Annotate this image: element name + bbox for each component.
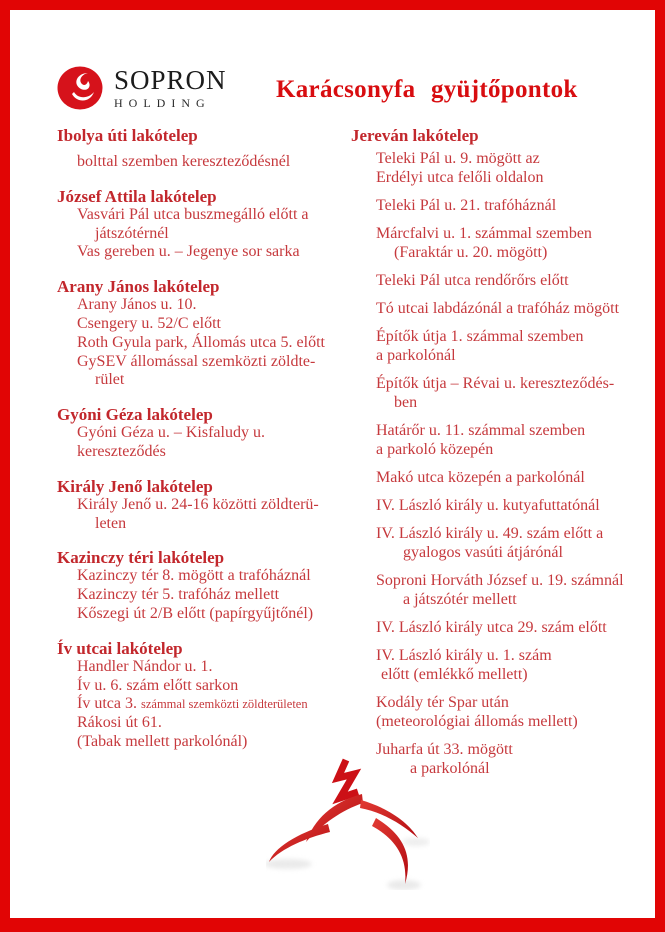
section-heading: Király Jenő lakótelep [57, 476, 213, 496]
entry-line: ben [394, 394, 418, 411]
section-arany-janos [57, 277, 351, 390]
section-heading: Gyóni Géza lakótelep [57, 405, 213, 425]
section-heading: Arany János lakótelep [57, 277, 220, 297]
entry-line: a parkolónál [410, 760, 490, 777]
ribbon-christmas-tree-icon [266, 758, 430, 890]
collection-point-entry [376, 374, 647, 412]
section-line: (Tabak mellett parkolónál) [77, 732, 248, 750]
section-line: Vas gereben u. – Jegenye sor sarka [77, 243, 300, 261]
line-text: Ív utca 3. [77, 695, 137, 713]
section-heading: Kazinczy téri lakótelep [57, 548, 225, 568]
collection-point-entry [376, 468, 647, 487]
section-line: Gyóni Géza u. – Kisfaludy u. [77, 424, 265, 442]
entry-line: (meteorológiai állomás mellett) [376, 713, 578, 730]
entry-line: IV. László király utca 29. szám előtt [376, 619, 607, 636]
entry-line: gyalogos vasúti átjárónál [403, 544, 563, 561]
logo-text [114, 67, 227, 109]
sopron-logo-icon [57, 65, 105, 111]
entry-line: (Faraktár u. 20. mögött) [394, 244, 548, 261]
section-line: bolttal szemben kereszteződésnél [77, 153, 291, 170]
section-line: Ív u. 6. szám előtt sarkon [77, 676, 239, 694]
logo-name: SOPRON [114, 65, 227, 95]
entry-line: IV. László király u. kutyafuttatónál [376, 497, 600, 514]
section-line: GySEV állomással szemközti zöldte- [77, 352, 316, 370]
section-line: kereszteződés [77, 442, 166, 460]
section-line: Handler Nándor u. 1. [77, 657, 213, 675]
entry-line: Tó utcai labdázónál a trafóház mögött [376, 300, 620, 317]
section-heading: Ibolya úti lakótelep [57, 126, 198, 145]
collection-point-entry [376, 224, 647, 262]
entry-line: Márcfalvi u. 1. számmal szemben [376, 225, 592, 242]
collection-point-entry [376, 271, 647, 290]
section-line: Kazinczy tér 5. trafóház mellett [77, 586, 280, 604]
entry-line: IV. László király u. 1. szám [376, 647, 552, 664]
collection-point-entry [376, 571, 647, 609]
collection-point-entry [376, 196, 647, 215]
section-kazinczy [57, 548, 351, 623]
sopron-holding-logo [57, 65, 227, 111]
entry-line: a parkolónál [376, 347, 456, 364]
collection-point-entry [376, 496, 647, 515]
section-line: Roth Gyula park, Állomás utca 5. előtt [77, 333, 325, 351]
section-heading: Jereván lakótelep [351, 126, 479, 145]
collection-point-entry [376, 149, 647, 187]
right-column [351, 126, 647, 787]
entry-line: előtt (emlékkő mellett) [381, 666, 528, 683]
section-line: Vasvári Pál utca buszmegálló előtt a [77, 205, 309, 223]
section-line: Kőszegi út 2/B előtt (papírgyűjtőnél) [77, 604, 314, 622]
collection-point-entry [376, 618, 647, 637]
section-heading: József Attila lakótelep [57, 186, 217, 206]
entry-line: Teleki Pál utca rendőrőrs előtt [376, 272, 569, 289]
section-line: Csengery u. 52/C előtt [77, 314, 221, 332]
left-column [57, 126, 351, 787]
page-title: Karácsonyfa gyüjtőpontok [276, 76, 578, 103]
entry-line: Teleki Pál u. 21. trafóháznál [376, 197, 557, 214]
section-line: leten [95, 514, 127, 532]
section-line: Arany János u. 10. [77, 296, 197, 314]
entry-line: Makó utca közepén a parkolónál [376, 469, 585, 486]
entry-line: Határőr u. 11. számmal szemben [376, 422, 586, 439]
section-ibolya [57, 126, 351, 172]
collection-point-entry [376, 693, 647, 731]
collection-point-entry [376, 327, 647, 365]
section-line: Király Jenő u. 24-16 közötti zöldterü- [77, 495, 319, 513]
entry-line: Juharfa út 33. mögött [376, 741, 513, 758]
logo-subname: HOLDING [114, 96, 211, 110]
collection-point-entry [376, 421, 647, 459]
section-heading: Ív utcai lakótelep [57, 638, 183, 658]
entry-line: Kodály tér Spar után [376, 694, 509, 711]
entry-line: a parkoló közepén [376, 441, 494, 458]
line-text-small: számmal szemközti zöldterületen [140, 697, 308, 712]
section-jozsef-attila [57, 187, 351, 262]
collection-point-entry [376, 524, 647, 562]
section-line: Rákosi út 61. [77, 714, 162, 732]
collection-point-entry [376, 646, 647, 684]
section-line: Kazinczy tér 8. mögött a trafóháznál [77, 567, 311, 585]
section-line: játszótérnél [95, 224, 169, 242]
section-iv-utcai [57, 639, 351, 752]
entry-line: Erdélyi utca felőli oldalon [376, 169, 544, 186]
section-kiraly-jeno [57, 477, 351, 534]
collection-point-entry [376, 299, 647, 318]
section-line [77, 695, 351, 714]
entry-line: a játszótér mellett [403, 591, 517, 608]
entry-line: Építők útja 1. számmal szemben [376, 328, 584, 345]
entry-line: Soproni Horváth József u. 19. számnál [376, 572, 624, 589]
section-line: rület [95, 371, 125, 389]
entry-line: Építők útja – Révai u. kereszteződés- [376, 375, 615, 392]
entry-line: Teleki Pál u. 9. mögött az [376, 150, 540, 167]
section-gyoni-geza [57, 405, 351, 462]
entry-line: IV. László király u. 49. szám előtt a [376, 525, 604, 542]
content-columns [57, 126, 647, 787]
